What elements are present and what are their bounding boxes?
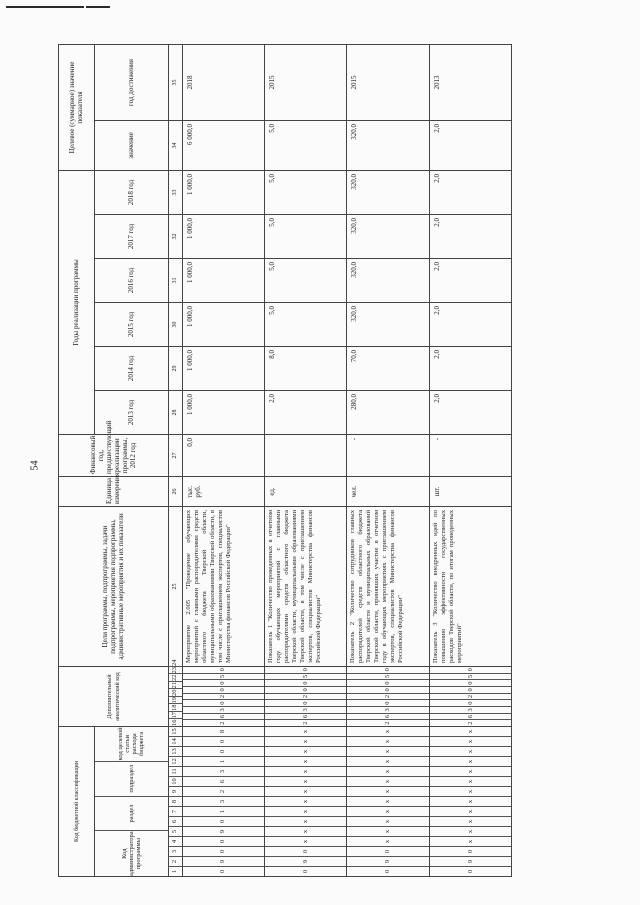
- fin-2012-header: Финансовый год, предшествующий реализации программы, 2012 год: [59, 435, 169, 477]
- unit-header: Единица измерения: [59, 477, 169, 507]
- column-number: 33: [168, 171, 182, 215]
- target-group-header: Целевое (суммарное) значение показателя: [59, 45, 95, 171]
- row-2012: -: [347, 435, 429, 477]
- budget-codes: 0 9 0 0 9 0 1 3 2 6 3 1 0 0 8: [182, 727, 264, 877]
- row-2014: 1 000,0: [182, 347, 264, 391]
- row-2016: 2,0: [429, 259, 511, 303]
- code-target-header: код целевой статьи расхода бюджета: [117, 727, 146, 761]
- code-subsection-header: подраздел: [95, 761, 168, 796]
- scan-corner-line: [86, 6, 110, 8]
- column-number: 25: [168, 507, 182, 667]
- analytic-codes: 2 6 3 0 2 0 0 5 0: [264, 667, 346, 727]
- code-group-header: Код бюджетной классификации: [59, 727, 95, 877]
- row-2018: 1 000,0: [182, 171, 264, 215]
- column-number: 26: [168, 477, 182, 507]
- row-2017: 2,0: [429, 215, 511, 259]
- row-description: Показатель 3 "Количество внедренных идей по повышению эффективности государственных расходов Тверской области, по итогам проведенных мероприятий": [429, 507, 511, 667]
- year-2015-header: 2015 год: [94, 303, 168, 347]
- budget-codes: 0 9 0 x x x x x x x x x x x x: [264, 727, 346, 877]
- program-table: [58, 44, 512, 877]
- row-target-year: 2015: [347, 45, 429, 121]
- column-number: 34: [168, 121, 182, 171]
- row-2012: -: [429, 435, 511, 477]
- column-number: 30: [168, 303, 182, 347]
- row-unit: ед.: [264, 477, 346, 507]
- row-2017: 1 000,0: [182, 215, 264, 259]
- target-value-header: значение: [94, 121, 168, 171]
- table-row: [347, 45, 429, 877]
- years-group-header: Годы реализации программы: [59, 171, 95, 435]
- row-2014: 70,0: [347, 347, 429, 391]
- target-year-header: год достижения: [94, 45, 168, 121]
- page-number: 54: [29, 460, 41, 471]
- row-2014: 8,0: [264, 347, 346, 391]
- row-description: Показатель 1 "Количество проведенных в отчетном году обучающих мероприятий с главными распорядителями средств областного бюджета Тверской области, муниципальными образованиями Тверской области, в том числе с приглашением экспертов, специалистов Министерства финансов Российской Федерации": [264, 507, 346, 667]
- row-2016: 320,0: [347, 259, 429, 303]
- table-row: [264, 45, 346, 877]
- column-number: 29: [168, 347, 182, 391]
- table-row: [182, 45, 264, 877]
- row-unit: тыс. руб.: [182, 477, 264, 507]
- code-admin-header: Код администратора программы: [95, 830, 168, 876]
- row-description: Мероприятие 2.005 "Проведение обучающих мероприятий с главными распорядителями средств областного бюджета Тверской области, муниципальными образованиями Тверской области, в том числе с приглашением экспертов, специалистов Министерства финансов Российской Федерации": [182, 507, 264, 667]
- rotated-table-area: [58, 45, 512, 877]
- table-row: [429, 45, 511, 877]
- year-2013-header: 2013 год: [94, 391, 168, 435]
- row-target: 5,0: [264, 121, 346, 171]
- row-2018: 320,0: [347, 171, 429, 215]
- column-number: 35: [168, 45, 182, 121]
- budget-codes: 0 9 0 x x x x x x x x x x x x: [429, 727, 511, 877]
- row-unit: чел.: [347, 477, 429, 507]
- row-2015: 320,0: [347, 303, 429, 347]
- goals-header: Цели программы, подпрограммы, задачи подпрограммы, мероприятия подпрограммы, административные мероприятия и их показатели: [59, 507, 169, 667]
- code-subheaders: [94, 727, 168, 877]
- row-2012: [264, 435, 346, 477]
- row-2015: 2,0: [429, 303, 511, 347]
- row-2013: 280,0: [347, 391, 429, 435]
- row-target-year: 2015: [264, 45, 346, 121]
- row-target: 320,0: [347, 121, 429, 171]
- row-2015: 1 000,0: [182, 303, 264, 347]
- column-number: 27: [168, 435, 182, 477]
- row-target: 2,0: [429, 121, 511, 171]
- row-description: Показатель 2 "Количество сотрудников главных распорядителей средств областного бюджета Тверской области и муниципальных образований Тверской области, принявших участие в отчетном году в обучающих мероприятиях с приглашением экспертов, специалистов Министерства финансов Российской Федерации": [347, 507, 429, 667]
- row-2016: 5,0: [264, 259, 346, 303]
- row-target-year: 2013: [429, 45, 511, 121]
- column-number: 32: [168, 215, 182, 259]
- column-number: 31: [168, 259, 182, 303]
- row-target: 6 000,0: [182, 121, 264, 171]
- row-2013: 2,0: [429, 391, 511, 435]
- row-2018: 5,0: [264, 171, 346, 215]
- row-2018: 2,0: [429, 171, 511, 215]
- analytic-codes: 2 6 3 0 2 0 0 5 0: [182, 667, 264, 727]
- year-2018-header: 2018 год: [94, 171, 168, 215]
- column-numbers-analytic: 16 17 18 19 20 21 22 23 24: [168, 667, 182, 727]
- analytic-group-header: Дополнительный аналитический код: [59, 667, 169, 727]
- code-section-header: раздел: [95, 796, 168, 831]
- row-2015: 5,0: [264, 303, 346, 347]
- row-unit: шт.: [429, 477, 511, 507]
- analytic-codes: 2 6 3 0 2 0 0 5 0: [347, 667, 429, 727]
- budget-codes: 0 9 0 x x x x x x x x x x x x: [347, 727, 429, 877]
- year-2017-header: 2017 год: [94, 215, 168, 259]
- year-2014-header: 2014 год: [94, 347, 168, 391]
- row-2017: 5,0: [264, 215, 346, 259]
- row-2013: 2,0: [264, 391, 346, 435]
- row-2012: 0,0: [182, 435, 264, 477]
- row-target-year: 2018: [182, 45, 264, 121]
- column-number: 28: [168, 391, 182, 435]
- year-2016-header: 2016 год: [94, 259, 168, 303]
- row-2016: 1 000,0: [182, 259, 264, 303]
- column-numbers-codes: 1 2 3 4 5 6 7 8 9 10 11 12 13 14 15: [168, 727, 182, 877]
- row-2017: 320,0: [347, 215, 429, 259]
- scan-corner-line: [6, 6, 84, 8]
- row-2013: 1 000,0: [182, 391, 264, 435]
- row-2014: 2,0: [429, 347, 511, 391]
- analytic-codes: 2 6 3 0 2 0 0 5 0: [429, 667, 511, 727]
